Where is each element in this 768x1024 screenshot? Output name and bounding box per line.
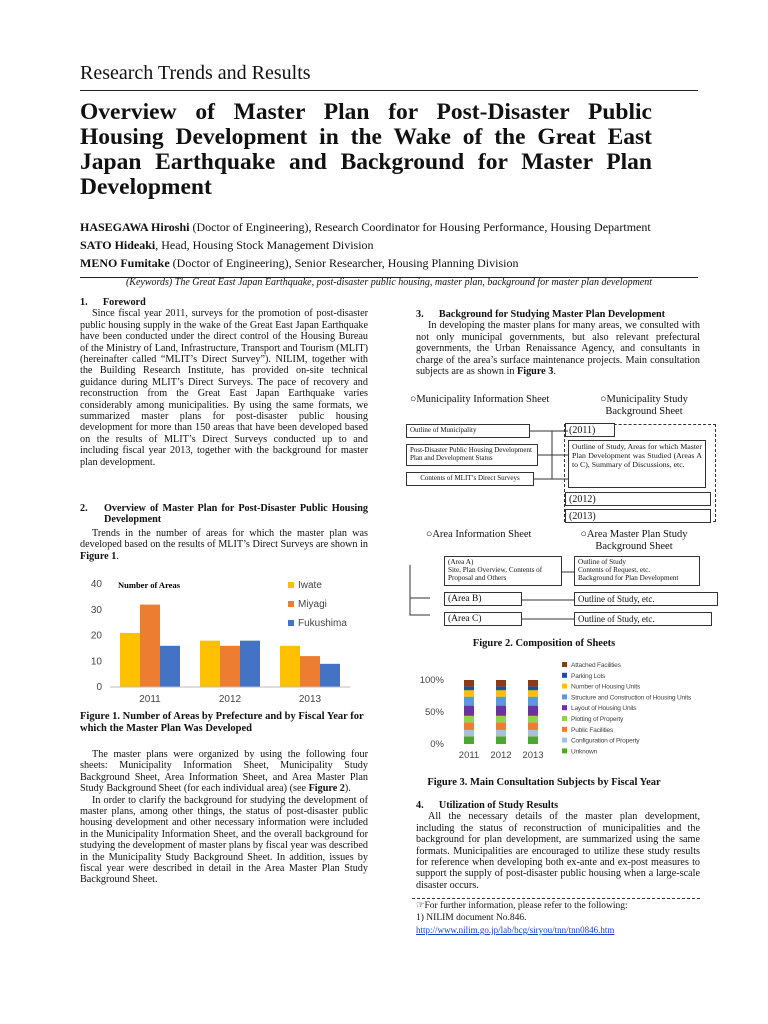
sheet-label-municipality-info: ○Municipality Information Sheet (410, 394, 550, 405)
legend-label: Public Facilities (571, 726, 614, 734)
bar-segment (464, 706, 474, 716)
figure1-caption: Figure 1. Number of Areas by Prefecture and by Fiscal Year for which the Master Plan Was Developed (80, 711, 364, 734)
sheet-label-area-master-text: ○Area Master Plan Study Background Sheet (580, 529, 688, 552)
sheet-label-area-info: ○Area Information Sheet (426, 529, 532, 540)
legend-swatch (562, 673, 567, 678)
bar-segment (528, 736, 538, 744)
bar-segment (496, 680, 506, 686)
legend-label: Miyagi (298, 599, 327, 610)
box-outline-study: Outline of Study, Areas for which Master Plan Development was Studied (Areas A to C), Summary of Discussions, etc. (568, 440, 706, 488)
legend-label: Unknown (571, 748, 598, 756)
figure2-caption: Figure 2. Composition of Sheets (472, 638, 616, 649)
series-title: Research Trends and Results (80, 62, 311, 84)
bar-segment (496, 722, 506, 730)
legend-swatch (562, 716, 567, 721)
keywords: (Keywords) The Great East Japan Earthquake, post-disaster public housing, master plan, background for master plan development (125, 277, 653, 288)
bar-iwate-2012 (200, 641, 220, 687)
text: . (553, 366, 556, 378)
bar-fukushima-2013 (320, 664, 340, 687)
legend (288, 580, 347, 629)
legend-label: Fukushima (298, 618, 347, 629)
reference-link[interactable]: http://www.nilim.go.jp/lab/bcg/siryou/tnn/tnn0846.htm (416, 925, 615, 935)
box-area-b: (Area B) (444, 592, 522, 606)
bar-segment (496, 736, 506, 744)
author-desc: (Doctor of Engineering), Senior Researcher, Housing Planning Division (169, 256, 519, 270)
figure-ref: Figure 1 (80, 550, 117, 562)
text: Trends in the number of areas for which the master plan was developed based on the results of MLIT’s Direct Surveys are shown in (80, 527, 368, 551)
author-name: SATO Hideaki (80, 238, 156, 252)
y-tick-label: 50% (424, 707, 444, 718)
bar-segment (496, 706, 506, 716)
x-axis (459, 750, 544, 761)
bar-segment (464, 716, 474, 722)
author-desc: (Doctor of Engineering), Research Coordinator for Housing Performance, Housing Department (189, 220, 651, 234)
y-tick-label: 0 (96, 682, 102, 693)
footnote-reference: 1) NILIM document No.846. (416, 913, 527, 923)
section-number: 2. (80, 503, 88, 514)
bar-segment (496, 686, 506, 690)
bar-segment (464, 686, 474, 690)
footnote (416, 900, 704, 937)
section-heading: 3. Background for Studying Master Plan Development (416, 309, 666, 320)
legend-swatch (562, 694, 567, 699)
bar-miyagi-2012 (220, 646, 240, 687)
bars (120, 605, 340, 687)
bar-segment (528, 690, 538, 696)
box-area-c-study: Outline of Study, etc. (574, 612, 712, 626)
bar-segment (496, 697, 506, 706)
y-tick-label: 40 (90, 579, 102, 590)
x-axis (110, 687, 350, 705)
y-tick-label: 100% (419, 675, 444, 686)
author-desc: , Head, Housing Stock Management Division (155, 238, 374, 252)
author-line (80, 238, 374, 253)
bar-segment (464, 730, 474, 736)
legend-label: Parking Lots (571, 672, 606, 680)
figure1-chart (80, 572, 370, 708)
legend-swatch (288, 601, 294, 607)
text: In developing the master plans for many areas, we consulted with not only municipal governments, but also relevant prefectural governments, the Urban Renaissance Agency, and consultants in charge of the area’s surface maintenance projects. Main consultation subjects are as shown in (416, 320, 700, 378)
figure3-chart (412, 656, 712, 768)
sheet-label-municipality-study: ○Municipality Study Background Sheet (600, 394, 688, 417)
bar-iwate-2011 (120, 633, 140, 687)
legend-swatch (562, 684, 567, 689)
y-tick-label: 10 (90, 656, 102, 668)
bar-segment (464, 690, 474, 696)
legend-swatch (562, 705, 567, 710)
x-tick-label: 2012 (490, 750, 512, 761)
section-sheets-text (80, 749, 368, 886)
legend-swatch (562, 662, 567, 667)
x-tick-label: 2011 (139, 694, 161, 705)
section-foreword (80, 297, 368, 468)
bar-segment (496, 730, 506, 736)
legend-label: Iwate (298, 580, 322, 591)
section-heading (80, 503, 368, 526)
bar-segment (528, 730, 538, 736)
bar-miyagi-2011 (140, 605, 160, 687)
legend-label: Layout of Housing Units (571, 705, 637, 713)
section-utilization (416, 800, 700, 891)
box-area-a: (Area A) Site, Plan Overview, Contents of Proposal and Others (444, 556, 562, 586)
box-direct-survey-contents: Contents of MLIT’s Direct Surveys (406, 472, 534, 486)
footnote-note: ☞For further information, please refer to the following: (416, 901, 628, 911)
box-outline-municipality: Outline of Municipality (406, 424, 530, 438)
footnote-rule (412, 898, 700, 899)
legend-swatch (562, 748, 567, 753)
y-axis (91, 579, 103, 693)
header-rule (80, 90, 698, 91)
bar-segment (496, 690, 506, 696)
stacked-bars (464, 680, 538, 744)
figure2-diagram (404, 390, 724, 635)
section-heading: 1. Foreword (80, 297, 146, 308)
paragraph: In order to clarify the background for studying the development of master plans, among other things, the status of post-disaster public housing development and other necessary information were included in the Municipality Information Sheet, and the overall background for studying the development of master plans by fiscal year was described in the Municipality Study Background Sheet. In addition, issues by fiscal year were described in detail in the Area Master Plan Study Background Sheet. (80, 794, 368, 886)
bar-segment (496, 716, 506, 722)
bar-miyagi-2013 (300, 656, 320, 687)
section-title: Overview of Master Plan for Post-Disaster Public Housing Development (104, 503, 368, 526)
bar-segment (528, 680, 538, 686)
label-2011: (2011) (565, 423, 615, 437)
x-tick-label: 2013 (522, 750, 544, 761)
x-tick-label: 2012 (218, 694, 242, 705)
figure-ref: Figure 3 (517, 366, 554, 378)
x-tick-label: 2013 (298, 694, 322, 705)
legend-swatch (288, 620, 294, 626)
chart-ylabel: Number of Areas (118, 580, 181, 590)
bar-segment (528, 697, 538, 706)
text: ). (344, 783, 351, 795)
paragraph (416, 320, 700, 377)
box-area-a-study: Outline of Study Contents of Request, etc. Background for Plan Development (574, 556, 700, 586)
bar-segment (464, 680, 474, 686)
author-name: MENO Fumitake (80, 256, 170, 270)
bar-segment (528, 722, 538, 730)
author-line (80, 220, 651, 235)
sheet-label-area-master (494, 529, 694, 553)
figure-ref: Figure 2 (308, 783, 345, 795)
y-tick-label: 20 (90, 630, 102, 642)
author-name: HASEGAWA Hiroshi (80, 220, 190, 234)
bar-segment (464, 736, 474, 744)
legend-swatch (562, 738, 567, 743)
bar-iwate-2013 (280, 646, 300, 687)
text: The master plans were organized by using the following four sheets: Municipality Information Sheet, Municipality Study Background Sheet, Area Information Sheet, and Area Master Plan Study Background Sheet (for each individual area) (see (80, 749, 368, 795)
legend-swatch (288, 582, 294, 588)
author-line (80, 256, 518, 271)
paragraph (80, 749, 368, 795)
page-title: Overview of Master Plan for Post-Disaster Public Housing Development in the Wake of the Great East Japan Earthquake and Background for Master Plan Development (80, 99, 652, 200)
section-heading: 4. Utilization of Study Results (416, 800, 559, 811)
bar-segment (464, 722, 474, 730)
legend-label: Attached Facilities (571, 662, 621, 669)
y-tick-label: 0% (430, 739, 444, 750)
legend-swatch (562, 727, 567, 732)
legend-label: Number of Housing Units (571, 683, 641, 691)
bar-segment (528, 716, 538, 722)
legend-label: Structure and Construction of Housing Units (571, 694, 692, 702)
bar-segment (528, 706, 538, 716)
section-background (416, 309, 700, 377)
bar-fukushima-2012 (240, 641, 260, 687)
label-2012: (2012) (565, 492, 711, 506)
y-tick-label: 30 (90, 604, 102, 616)
section-overview (80, 503, 368, 562)
box-area-c: (Area C) (444, 612, 522, 626)
y-axis (420, 675, 445, 750)
legend-label: Plotting of Property (571, 716, 624, 723)
bar-segment (464, 697, 474, 706)
paragraph: Since fiscal year 2011, surveys for the promotion of post-disaster public housing supply in the wake of the Great East Japan Earthquake have been conducted under the direct control of the Housing Bureau of the Ministry of Land, Infrastructure, Transport and Tourism (MLIT) (hereinafter called “MLIT’s Direct Survey”). NILIM, together with the Building Research Institute, has provided on-site technical guidance during MLIT’s Direct Surveys. The pace of recovery and reconstruction from the Great East Japan Earthquake varies considerably among municipalities. By using the same formats, we summarized master plans for post-disaster public housing development for more than 150 areas that have been developed based on the results of MLIT’s Direct Surveys conducted up to and including fiscal year 2013, together with the background for master plan development. (80, 308, 368, 468)
box-area-b-study: Outline of Study, etc. (574, 592, 718, 606)
figure3-caption: Figure 3. Main Consultation Subjects by Fiscal Year (427, 777, 661, 788)
box-development-status: Post-Disaster Public Housing Development Plan and Development Status (406, 444, 538, 466)
text: . (116, 550, 119, 562)
paragraph: All the necessary details of the master plan development, including the status of reconstruction of municipalities and the background for plan development, are summarized using the same formats. Municipalities are encouraged to utilize these study results for reference when developing both ex-ante and ex-post measures to support the supply of post-disaster public housing when a large-scale disaster occurs. (416, 811, 700, 891)
bar-fukushima-2011 (160, 646, 180, 687)
paragraph (80, 528, 368, 562)
label-2013: (2013) (565, 509, 711, 523)
legend (562, 662, 692, 755)
x-tick-label: 2011 (458, 750, 480, 761)
legend-label: Configuration of Property (571, 737, 640, 745)
bar-segment (528, 686, 538, 690)
